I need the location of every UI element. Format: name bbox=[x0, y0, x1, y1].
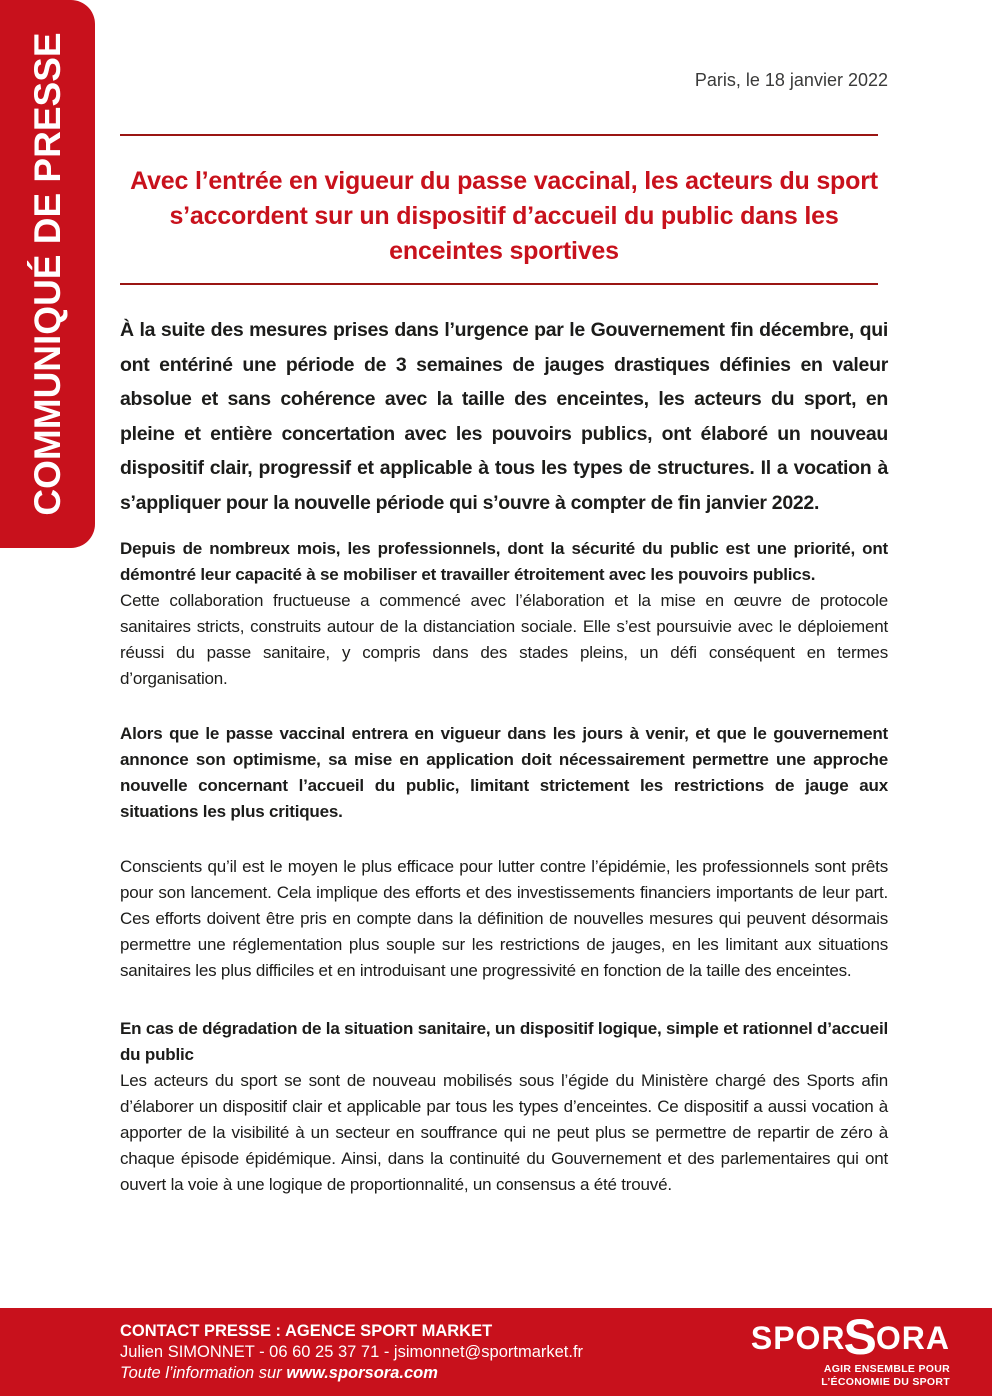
paragraph-alors-bold: Alors que le passe vaccinal entrera en vigueur dans les jours à venir, et que le gouvernement annonce son optimisme, sa mise en application doit nécessairement permettre une approche nouvelle concernant l’accueil du public, limitant strictement les restrictions de jauge aux situations les plus critiques. bbox=[120, 724, 888, 821]
document-body bbox=[120, 0, 888, 1198]
sporsora-logo bbox=[750, 1309, 950, 1389]
logo-tagline-line1: AGIR ENSEMBLE POUR bbox=[823, 1363, 950, 1375]
paragraph-cette-collaboration: Cette collaboration fructueuse a commencé avec l’élaboration et la mise en œuvre de protocole sanitaires stricts, construits autour de la distanciation sociale. Elle s’est poursuivie avec le déploiement réussi du passe sanitaire, y compris dans des stades pleins, un défi conséquent en termes d’organisation. bbox=[120, 591, 888, 688]
press-release-banner-label: COMMUNIQUÉ DE PRESSE bbox=[26, 32, 68, 516]
divider-line-top bbox=[120, 134, 878, 136]
logo-tagline bbox=[751, 1363, 950, 1389]
logo-tagline-line2: L’ÉCONOMIE DU SPORT bbox=[821, 1376, 950, 1388]
intro-paragraph: À la suite des mesures prises dans l’urgence par le Gouvernement fin décembre, qui ont entériné une période de 3 semaines de jauges drastiques définies en valeur absolue et sans cohérence avec la taille des enceintes, les acteurs du sport, en pleine et entière concertation avec les pouvoirs publics, ont élaboré un nouveau dispositif clair, progressif et applicable à tous les types de structures. Il a vocation à s’appliquer pour la nouvelle période qui s’ouvre à compter de fin janvier 2022. bbox=[120, 319, 888, 514]
press-release-side-banner bbox=[0, 0, 95, 548]
paragraph-encas-heading: En cas de dégradation de la situation sanitaire, un dispositif logique, simple et rationnel d’accueil du public bbox=[120, 1019, 888, 1064]
page-title: Avec l’entrée en vigueur du passe vaccinal, les acteurs du sport s’accordent sur un dispositif d’accueil du public dans les enceintes sportives bbox=[130, 167, 878, 265]
contact-press-heading: CONTACT PRESSE : AGENCE SPORT MARKET bbox=[120, 1321, 493, 1340]
contact-details: Julien SIMONNET - 06 60 25 37 71 - jsimonnet@sportmarket.fr bbox=[120, 1342, 584, 1361]
divider-line-under-title bbox=[120, 283, 878, 285]
dateline: Paris, le 18 janvier 2022 bbox=[694, 70, 888, 90]
logo-part-ora: ORA bbox=[875, 1319, 950, 1356]
sporsora-wordmark bbox=[750, 1309, 950, 1365]
logo-big-s: S bbox=[843, 1309, 878, 1365]
logo-part-spor: SPOR bbox=[750, 1319, 846, 1356]
footer-contact-block bbox=[120, 1321, 583, 1384]
footer-bar bbox=[0, 1308, 992, 1396]
paragraph-conscients: Conscients qu’il est le moyen le plus efficace pour lutter contre l’épidémie, les professionnels sont prêts pour son lancement. Cela implique des efforts et des investissements financiers importants de leur part. Ces efforts doivent être pris en compte dans la définition de nouvelles mesures qui peuvent désormais permettre une réglementation plus souple sur les restrictions de jauges, en les limitant aux situations sanitaires les plus difficiles et en introduisant une progressivité en fonction de la taille des enceintes. bbox=[120, 857, 888, 980]
website-text: www.sporsora.com bbox=[286, 1363, 438, 1382]
paragraph-depuis-bold: Depuis de nombreux mois, les professionnels, dont la sécurité du public est une priorité, ont démontré leur capacité à se mobiliser et travailler étroitement avec les pouvoirs publics. bbox=[120, 539, 888, 584]
paragraph-encas-body: Les acteurs du sport se sont de nouveau mobilisés sous l’égide du Ministère chargé des Sports afin d’élaborer un dispositif clair et applicable par tous les types d’enceintes. Ce dispositif a aussi vocation à apporter de la visibilité à un secteur en souffrance qui ne peut plus se permettre de repartir de zéro à chaque épisode épidémique. Ainsi, dans la continuité du Gouvernement et des parlementaires qui ont ouvert la voie à une logique de proportionnalité, un consensus a été trouvé. bbox=[120, 1071, 888, 1194]
info-prefix-text: Toute l’information sur bbox=[120, 1363, 287, 1382]
info-line bbox=[120, 1363, 583, 1384]
